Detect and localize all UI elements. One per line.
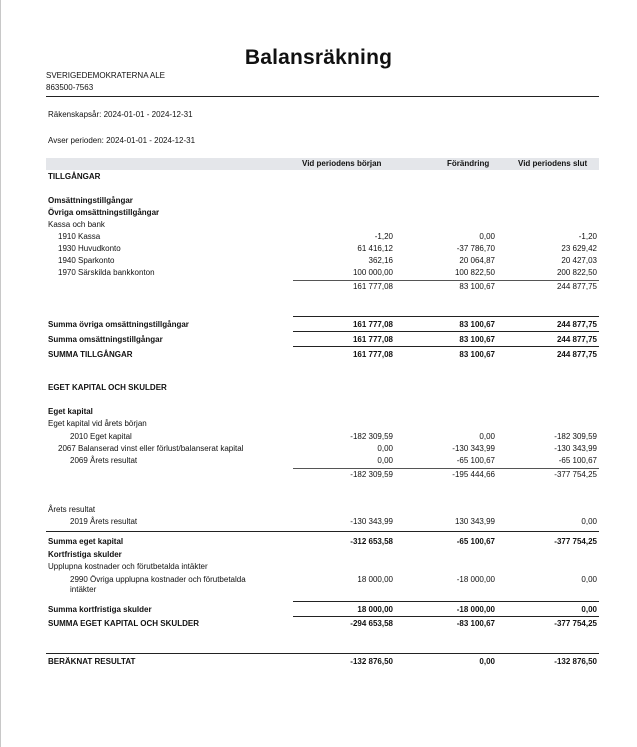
group-heading: Övriga omsättningstillgångar: [48, 208, 160, 217]
total-row: Summa kortfristiga skulder 18 000,00 -18 000,00 0,00: [48, 605, 597, 614]
total-rule: [293, 331, 599, 332]
organization-number: 863500-7563: [46, 83, 94, 92]
subgroup-heading: Årets resultat: [48, 505, 96, 514]
subtotal-rule: [293, 280, 599, 281]
section-heading: TILLGÅNGAR: [48, 172, 101, 181]
total-row: Summa övriga omsättningstillgångar 161 777,08 83 100,67 244 877,75: [48, 320, 597, 329]
page-edge: [0, 0, 1, 747]
result-rule: [46, 653, 599, 654]
total-rule: [293, 616, 599, 617]
total-rule: [293, 316, 599, 317]
header-divider: [46, 96, 599, 97]
subgroup-heading: Upplupna kostnader och förutbetalda intäkter: [48, 562, 208, 571]
account-row: 2069 Årets resultat 0,00 -65 100,67 -65 100,67: [70, 456, 597, 465]
total-row: Summa omsättningstillgångar 161 777,08 83 100,67 244 877,75: [48, 335, 597, 344]
group-heading: Eget kapital: [48, 407, 93, 416]
account-row: 2019 Årets resultat -130 343,99 130 343,99 0,00: [70, 517, 597, 526]
account-row: 2010 Eget kapital -182 309,59 0,00 -182 309,59: [70, 432, 597, 441]
total-rule: [46, 531, 599, 532]
account-row: 1970 Särskilda bankkonton 100 000,00 100 822,50 200 822,50: [58, 268, 597, 277]
subgroup-heading: Kassa och bank: [48, 220, 105, 229]
account-row: 2067 Balanserad vinst eller förlust/balanserat kapital 0,00 -130 343,99 -130 343,99: [58, 444, 597, 453]
group-heading: Omsättningstillgångar: [48, 196, 133, 205]
account-row: 1910 Kassa -1,20 0,00 -1,20: [58, 232, 597, 241]
report-period: Avser perioden: 2024-01-01 - 2024-12-31: [48, 136, 196, 145]
total-rule: [293, 601, 599, 602]
section-heading: EGET KAPITAL OCH SKULDER: [48, 383, 167, 392]
account-row: 1940 Sparkonto 362,16 20 064,87 20 427,03: [58, 256, 597, 265]
column-change-header: Förändring: [447, 159, 490, 168]
organization-name: SVERIGEDEMOKRATERNA ALE: [46, 71, 165, 80]
page-title: Balansräkning: [244, 46, 393, 69]
total-row: Summa eget kapital -312 653,58 -65 100,67 -377 754,25: [48, 537, 597, 546]
column-start-header: Vid periodens början: [302, 159, 382, 168]
total-rule: [293, 346, 599, 347]
calculated-result-row: BERÄKNAT RESULTAT -132 876,50 0,00 -132 876,50: [48, 657, 597, 666]
column-end-header: Vid periodens slut: [518, 159, 588, 168]
grand-total-row: SUMMA TILLGÅNGAR 161 777,08 83 100,67 244 877,75: [48, 350, 597, 359]
account-row: 2990 Övriga upplupna kostnader och förutbetalda intäkter 18 000,00 -18 000,00 0,00: [70, 575, 597, 594]
fiscal-year: Räkenskapsår: 2024-01-01 - 2024-12-31: [48, 110, 193, 119]
organization-block: [46, 70, 165, 94]
subtotal-rule: [293, 468, 599, 469]
account-row: 1930 Huvudkonto 61 416,12 -37 786,70 23 629,42: [58, 244, 597, 253]
column-header: [46, 158, 599, 170]
group-heading: Kortfristiga skulder: [48, 550, 122, 559]
subgroup-heading: Eget kapital vid årets början: [48, 419, 147, 428]
grand-total-row: SUMMA EGET KAPITAL OCH SKULDER -294 653,58 -83 100,67 -377 754,25: [48, 619, 597, 628]
subtotal-row: 161 777,08 83 100,67 244 877,75: [352, 282, 597, 291]
subtotal-row: -182 309,59 -195 444,66 -377 754,25: [350, 470, 597, 479]
